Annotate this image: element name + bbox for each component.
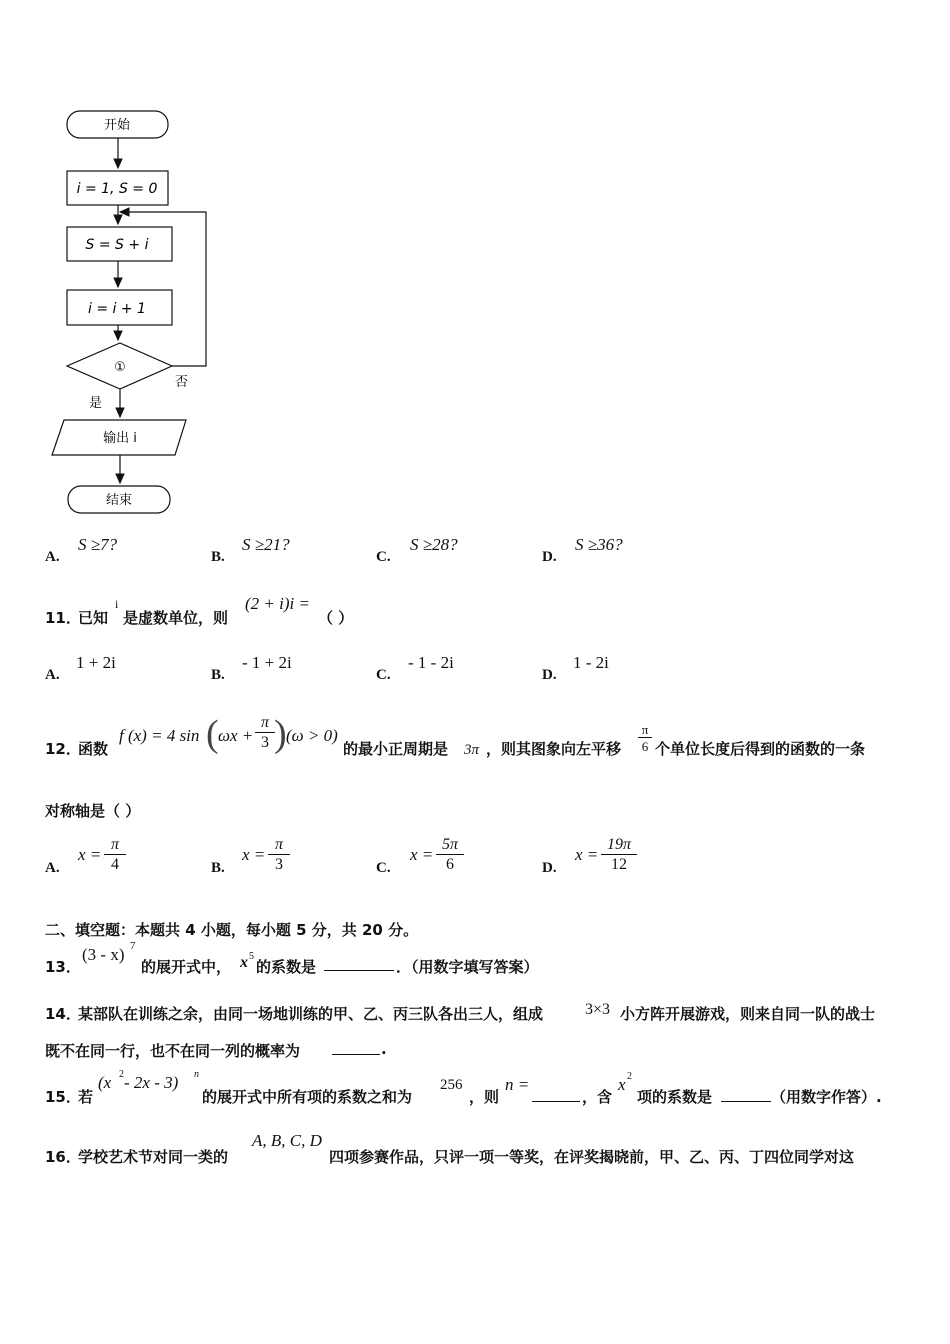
q12-option-d-den: 12 xyxy=(611,856,627,873)
q12-option-c-label: C. xyxy=(376,860,391,876)
q10-option-d-label: D. xyxy=(542,549,557,565)
q14-number: 14． xyxy=(45,1005,81,1023)
q15-x: x xyxy=(618,1075,626,1094)
q12-number: 12． xyxy=(45,740,81,758)
q12-three: 3 xyxy=(261,734,269,751)
q12-option-a-num: π xyxy=(104,836,126,855)
q13-x: x xyxy=(240,954,248,971)
q11-text-2: 是虚数单位，则 xyxy=(123,609,229,627)
q12-text-5: 对称轴是（ ） xyxy=(45,802,141,820)
q16-abcd: A, B, C, D xyxy=(252,1131,322,1150)
q12-shift-fraction xyxy=(638,722,652,755)
q13-base: (3 - x) xyxy=(82,945,125,964)
q15-n-exponent: n xyxy=(194,1069,199,1080)
q10-option-a-label: A. xyxy=(45,549,60,565)
q12-text-2: 的最小正周期是 xyxy=(343,740,449,758)
q15-text-6: （用数字作答）. xyxy=(771,1088,882,1106)
q12-text-4: 个单位长度后得到的函数的一条 xyxy=(655,740,866,758)
q11-expression: (2 + i)i = xyxy=(245,594,310,613)
flowchart xyxy=(0,0,260,530)
q12-condition: (ω > 0) xyxy=(286,726,338,745)
q12-option-a-lhs: x = xyxy=(78,845,102,864)
q11-option-c: - 1 - 2i xyxy=(408,653,454,672)
flow-condition-text: ① xyxy=(114,360,126,375)
q11-number: 11． xyxy=(45,609,81,627)
q13-number: 13． xyxy=(45,958,81,976)
q15-rest: - 2x - 3) xyxy=(124,1073,179,1092)
q12-option-d-num: 19π xyxy=(601,836,637,855)
q15-n-blank[interactable] xyxy=(532,1087,580,1102)
flow-increment-text: i = i + 1 xyxy=(88,301,146,317)
q13-x-exponent: 5 xyxy=(249,951,254,962)
q11-text-1: 已知 xyxy=(78,609,109,627)
flow-yes-label: 是 xyxy=(89,396,103,411)
q15-square: 2 xyxy=(119,1069,124,1080)
q12-option-b-den: 3 xyxy=(275,856,283,873)
q10-option-d: S ≥36? xyxy=(575,535,623,554)
q15-n-equals: n = xyxy=(505,1075,530,1094)
flow-end-text: 结束 xyxy=(105,493,133,508)
q12-option-d-label: D. xyxy=(542,860,557,876)
q12-left-paren: ( xyxy=(206,713,219,755)
q16-text-2: 四项参赛作品，只评一项一等奖，在评奖揭晓前，甲、乙、丙、丁四位同学对这 xyxy=(329,1148,855,1166)
q12-function-left: f (x) = 4 sin xyxy=(119,726,200,745)
q16-number: 16． xyxy=(45,1148,81,1166)
q11-option-a-label: A. xyxy=(45,667,60,683)
q12-option-c-num: 5π xyxy=(436,836,464,855)
q10-option-a: S ≥7? xyxy=(78,535,118,554)
q15-text-1: 若 xyxy=(78,1088,94,1106)
q15-text-5: 项的系数是 xyxy=(637,1088,713,1106)
q13-exponent: 7 xyxy=(130,940,136,952)
q15-number: 15． xyxy=(45,1088,81,1106)
q14-text-1: 某部队在训练之余，由同一场地训练的甲、乙、丙三队各出三人，组成 xyxy=(78,1005,544,1023)
q15-text-4: ，含 xyxy=(582,1088,613,1106)
q12-shift-num: π xyxy=(638,722,652,738)
q15-x-square: 2 xyxy=(627,1071,632,1082)
q12-text-3: ，则其图象向左平移 xyxy=(486,740,622,758)
q11-option-d: 1 - 2i xyxy=(573,653,609,672)
q11-paren: （ ） xyxy=(318,609,354,627)
q12-text-1: 函数 xyxy=(78,740,109,758)
q13-text-2: 的系数是 xyxy=(256,958,317,976)
q14-text-3: 既不在同一行，也不在同一列的概率为 xyxy=(45,1042,301,1060)
flow-start-text: 开始 xyxy=(103,118,131,133)
q14-answer-blank[interactable] xyxy=(332,1040,380,1055)
q12-option-c-fraction xyxy=(436,836,464,875)
q13-text-3: ．（用数字填写答案） xyxy=(396,958,539,976)
q12-option-a-fraction xyxy=(104,836,126,875)
flow-init-text: i = 1, S = 0 xyxy=(76,181,158,197)
q12-period: 3π xyxy=(464,742,480,758)
q11-option-a: 1 + 2i xyxy=(76,653,116,672)
q14-text-4: . xyxy=(381,1040,387,1058)
q13-answer-blank[interactable] xyxy=(324,956,394,971)
q12-right-paren: ) xyxy=(274,713,287,755)
q16-text-1: 学校艺术节对同一类的 xyxy=(78,1148,229,1166)
q15-base: (x xyxy=(98,1073,112,1092)
q15-sum: 256 xyxy=(440,1077,463,1093)
q12-shift-den: 6 xyxy=(641,739,649,754)
q11-option-d-label: D. xyxy=(542,667,557,683)
q10-option-b-label: B. xyxy=(211,549,225,565)
q12-pi: π xyxy=(255,714,275,733)
q13-text-1: 的展开式中， xyxy=(141,958,232,976)
q11-option-b-label: B. xyxy=(211,667,225,683)
q12-option-c-lhs: x = xyxy=(410,845,434,864)
q10-option-c: S ≥28? xyxy=(410,535,458,554)
q12-option-b-num: π xyxy=(268,836,290,855)
q14-text-2: 小方阵开展游戏，则来自同一队的战士 xyxy=(620,1005,876,1023)
flow-output-text: 输出 i xyxy=(103,431,137,446)
q11-option-b: - 1 + 2i xyxy=(242,653,292,672)
q10-option-c-label: C. xyxy=(376,549,391,565)
q15-coeff-blank[interactable] xyxy=(721,1087,771,1102)
q12-omega-x: ωx + xyxy=(218,726,254,745)
q12-option-b-fraction xyxy=(268,836,290,875)
q12-pi-over-3 xyxy=(255,714,275,753)
q12-option-b-lhs: x = xyxy=(242,845,266,864)
q12-option-d-lhs: x = xyxy=(575,845,599,864)
q12-option-a-den: 4 xyxy=(111,856,119,873)
q15-text-3: ，则 xyxy=(469,1088,500,1106)
q12-option-a-label: A. xyxy=(45,860,60,876)
q11-option-c-label: C. xyxy=(376,667,391,683)
q15-text-2: 的展开式中所有项的系数之和为 xyxy=(202,1088,413,1106)
section-2-heading: 二、填空题：本题共 4 小题，每小题 5 分，共 20 分。 xyxy=(45,921,419,939)
q11-i-symbol: i xyxy=(115,597,119,611)
q12-option-c-den: 6 xyxy=(446,856,454,873)
q10-option-b: S ≥21? xyxy=(242,535,290,554)
q12-option-d-fraction xyxy=(601,836,637,875)
q14-grid: 3×3 xyxy=(585,1001,611,1018)
flow-no-label: 否 xyxy=(175,375,189,390)
flow-sum-text: S = S + i xyxy=(85,237,149,253)
q12-option-b-label: B. xyxy=(211,860,225,876)
